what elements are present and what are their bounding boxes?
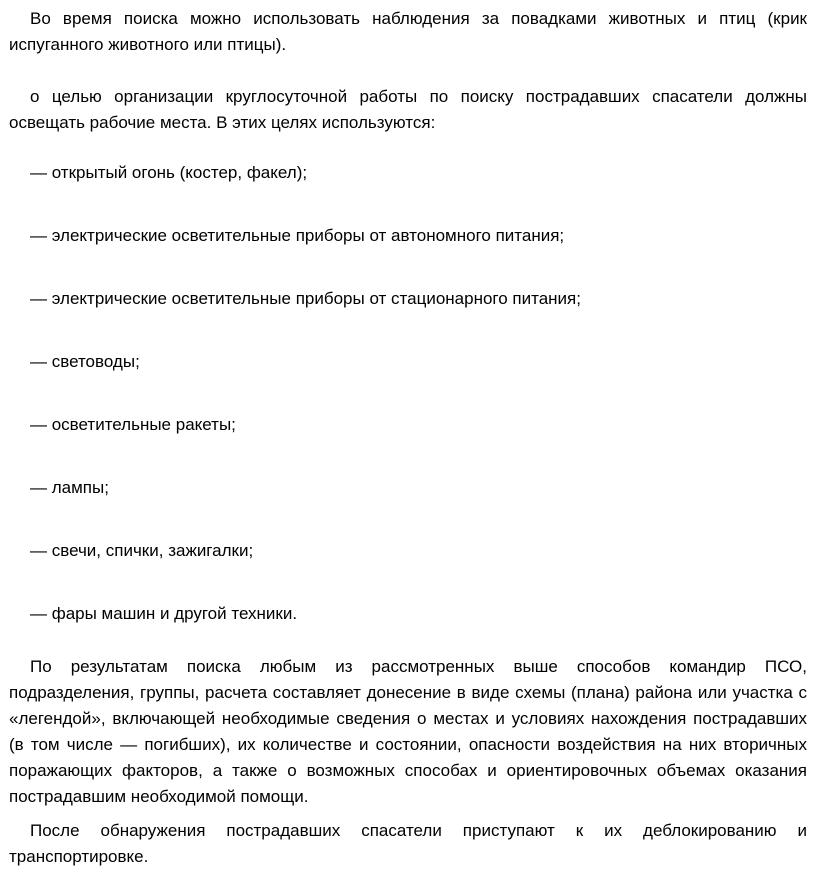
paragraph-lighting-intro: о целью организации круглосуточной работы по поиску пострадавших спасатели должны освещать рабочие места. В этих целях используются: (9, 87, 807, 132)
list-item-light-guides: — световоды; (30, 352, 140, 371)
paragraph-after-detection: После обнаружения пострадавших спасатели приступают к их деблокированию и транспортировке. (9, 821, 807, 866)
list-item-lamps: — лампы; (30, 478, 109, 497)
list-item-vehicle-headlights: — фары машин и другой техники. (30, 604, 298, 623)
list-item-electric-autonomous: — электрические осветительные приборы от автономного питания; (30, 226, 565, 245)
list-item-open-fire: — открытый огонь (костер, факел); (30, 163, 308, 182)
paragraph-search-report: По результатам поиска любым из рассмотренных выше способов командир ПСО, подразделения, группы, расчета составляет донесение в виде схемы (плана) района или участка с «легендой», включающей необходимые сведения о местах и условиях нахождения пострадавших (в том числе — погибших), их количестве и состоянии, опасности воздействия на них вторичных поражающих факторов, а также о возможных способах и ориентировочных объемах оказания пострадавшим необходимой помощи. (9, 657, 807, 806)
paragraph-animal-observation: Во время поиска можно использовать наблюдения за повадками животных и птиц (крик испуганного животного или птицы). (9, 9, 807, 54)
list-item-electric-stationary: — электрические осветительные приборы от стационарного питания; (30, 289, 581, 308)
list-item-flares: — осветительные ракеты; (30, 415, 236, 434)
list-item-candles-matches: — свечи, спички, зажигалки; (30, 541, 254, 560)
